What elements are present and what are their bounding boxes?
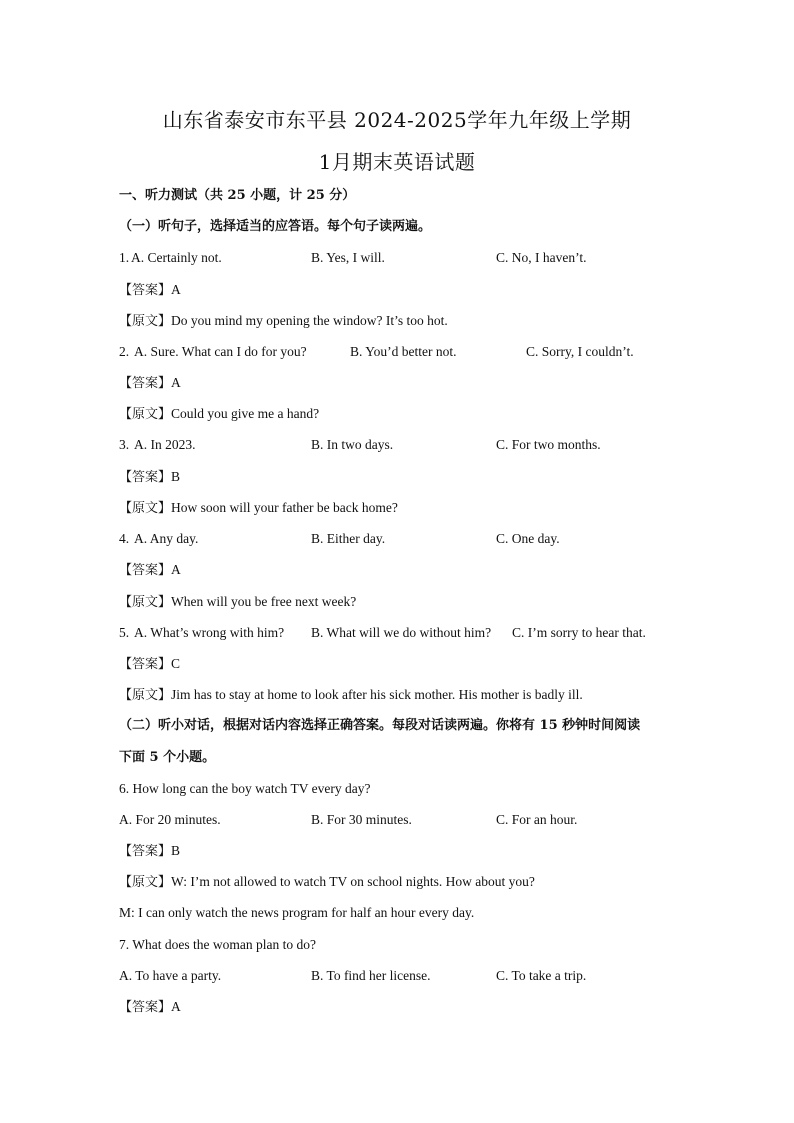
q5-option-b: B. What will we do without him? [311, 625, 492, 640]
original-label: 【原文】 [119, 501, 172, 516]
exam-title-line1: 山东省泰安市东平县 2024-2025学年九年级上学期 [162, 108, 632, 132]
original-label: 【原文】 [119, 875, 172, 890]
q5-original: Jim has to stay at home to look after his sick mother. His mother is badly ill. [171, 687, 583, 702]
q6-answer: B [171, 843, 181, 858]
part2-heading-line2: 下面 5 个小题。 [119, 750, 216, 765]
q1-original-row [119, 312, 448, 331]
answer-label: 【答案】 [119, 657, 172, 672]
q1-original: Do you mind my opening the window? It’s too hot. [171, 313, 448, 328]
q3-answer-row [119, 468, 180, 487]
q2-option-b: B. You’d better not. [350, 344, 457, 359]
answer-label: 【答案】 [119, 283, 172, 298]
q1-option-a: A. Certainly not. [131, 250, 222, 265]
q5-answer-row [119, 655, 180, 674]
answer-label: 【答案】 [119, 1000, 172, 1015]
q6-original-line2: M: I can only watch the news program for half an hour every day. [119, 905, 475, 920]
q3-number: 3. [119, 437, 130, 452]
q6-original: W: I’m not allowed to watch TV on school nights. How about you? [171, 874, 535, 889]
original-label: 【原文】 [119, 407, 172, 422]
q7-option-a: A. To have a party. [119, 968, 222, 983]
q3-original: How soon will your father be back home? [171, 500, 398, 515]
q7-question: 7. What does the woman plan to do? [119, 937, 316, 952]
q3-original-row [119, 499, 398, 518]
original-label: 【原文】 [119, 314, 172, 329]
q7-answer-row [119, 998, 181, 1017]
original-label: 【原文】 [119, 688, 172, 703]
q3-option-a: A. In 2023. [134, 437, 196, 452]
answer-label: 【答案】 [119, 376, 172, 391]
q2-option-a: A. Sure. What can I do for you? [134, 344, 307, 359]
q4-option-b: B. Either day. [311, 531, 386, 546]
q4-number: 4. [119, 531, 130, 546]
q1-answer-row [119, 281, 181, 300]
q7-option-c: C. To take a trip. [496, 968, 587, 983]
q2-answer-row [119, 374, 181, 393]
q2-number: 2. [119, 344, 130, 359]
q4-original-row [119, 593, 356, 612]
q3-answer: B [171, 469, 181, 484]
part2-heading-line1: （二）听小对话，根据对话内容选择正确答案。每段对话读两遍。你将有 15 秒钟时间阅读 [119, 718, 641, 733]
q6-option-a: A. For 20 minutes. [119, 812, 221, 827]
answer-label: 【答案】 [119, 563, 172, 578]
q4-option-a: A. Any day. [134, 531, 199, 546]
answer-label: 【答案】 [119, 844, 172, 859]
q1-option-b: B. Yes, I will. [311, 250, 385, 265]
q2-answer: A [171, 375, 181, 390]
q1-answer: A [171, 282, 181, 297]
exam-title-line2: 1月期末英语试题 [318, 150, 476, 174]
q1-number: 1. [119, 250, 130, 265]
q6-option-c: C. For an hour. [496, 812, 578, 827]
q2-option-c: C. Sorry, I couldn’t. [526, 344, 634, 359]
part1-heading: （一）听句子，选择适当的应答语。每个句子读两遍。 [119, 219, 432, 234]
q1-option-c: C. No, I haven’t. [496, 250, 587, 265]
q5-option-c: C. I’m sorry to hear that. [512, 625, 646, 640]
q2-original-row [119, 405, 319, 424]
q4-option-c: C. One day. [496, 531, 560, 546]
q2-original: Could you give me a hand? [171, 406, 320, 421]
q5-answer: C [171, 656, 181, 671]
q6-answer-row [119, 842, 180, 861]
q6-option-b: B. For 30 minutes. [311, 812, 412, 827]
q5-original-row [119, 686, 583, 705]
q3-option-b: B. In two days. [311, 437, 394, 452]
q3-option-c: C. For two months. [496, 437, 601, 452]
q4-answer: A [171, 562, 181, 577]
q4-original: When will you be free next week? [171, 594, 357, 609]
section-heading: 一、听力测试（共 25 小题，计 25 分） [119, 188, 356, 203]
q6-original-row [119, 873, 535, 892]
q6-question: 6. How long can the boy watch TV every day? [119, 781, 371, 796]
q5-number: 5. [119, 625, 130, 640]
original-label: 【原文】 [119, 595, 172, 610]
q5-option-a: A. What’s wrong with him? [134, 625, 285, 640]
q7-answer: A [171, 999, 181, 1014]
answer-label: 【答案】 [119, 470, 172, 485]
q7-option-b: B. To find her license. [311, 968, 431, 983]
q4-answer-row [119, 561, 181, 580]
